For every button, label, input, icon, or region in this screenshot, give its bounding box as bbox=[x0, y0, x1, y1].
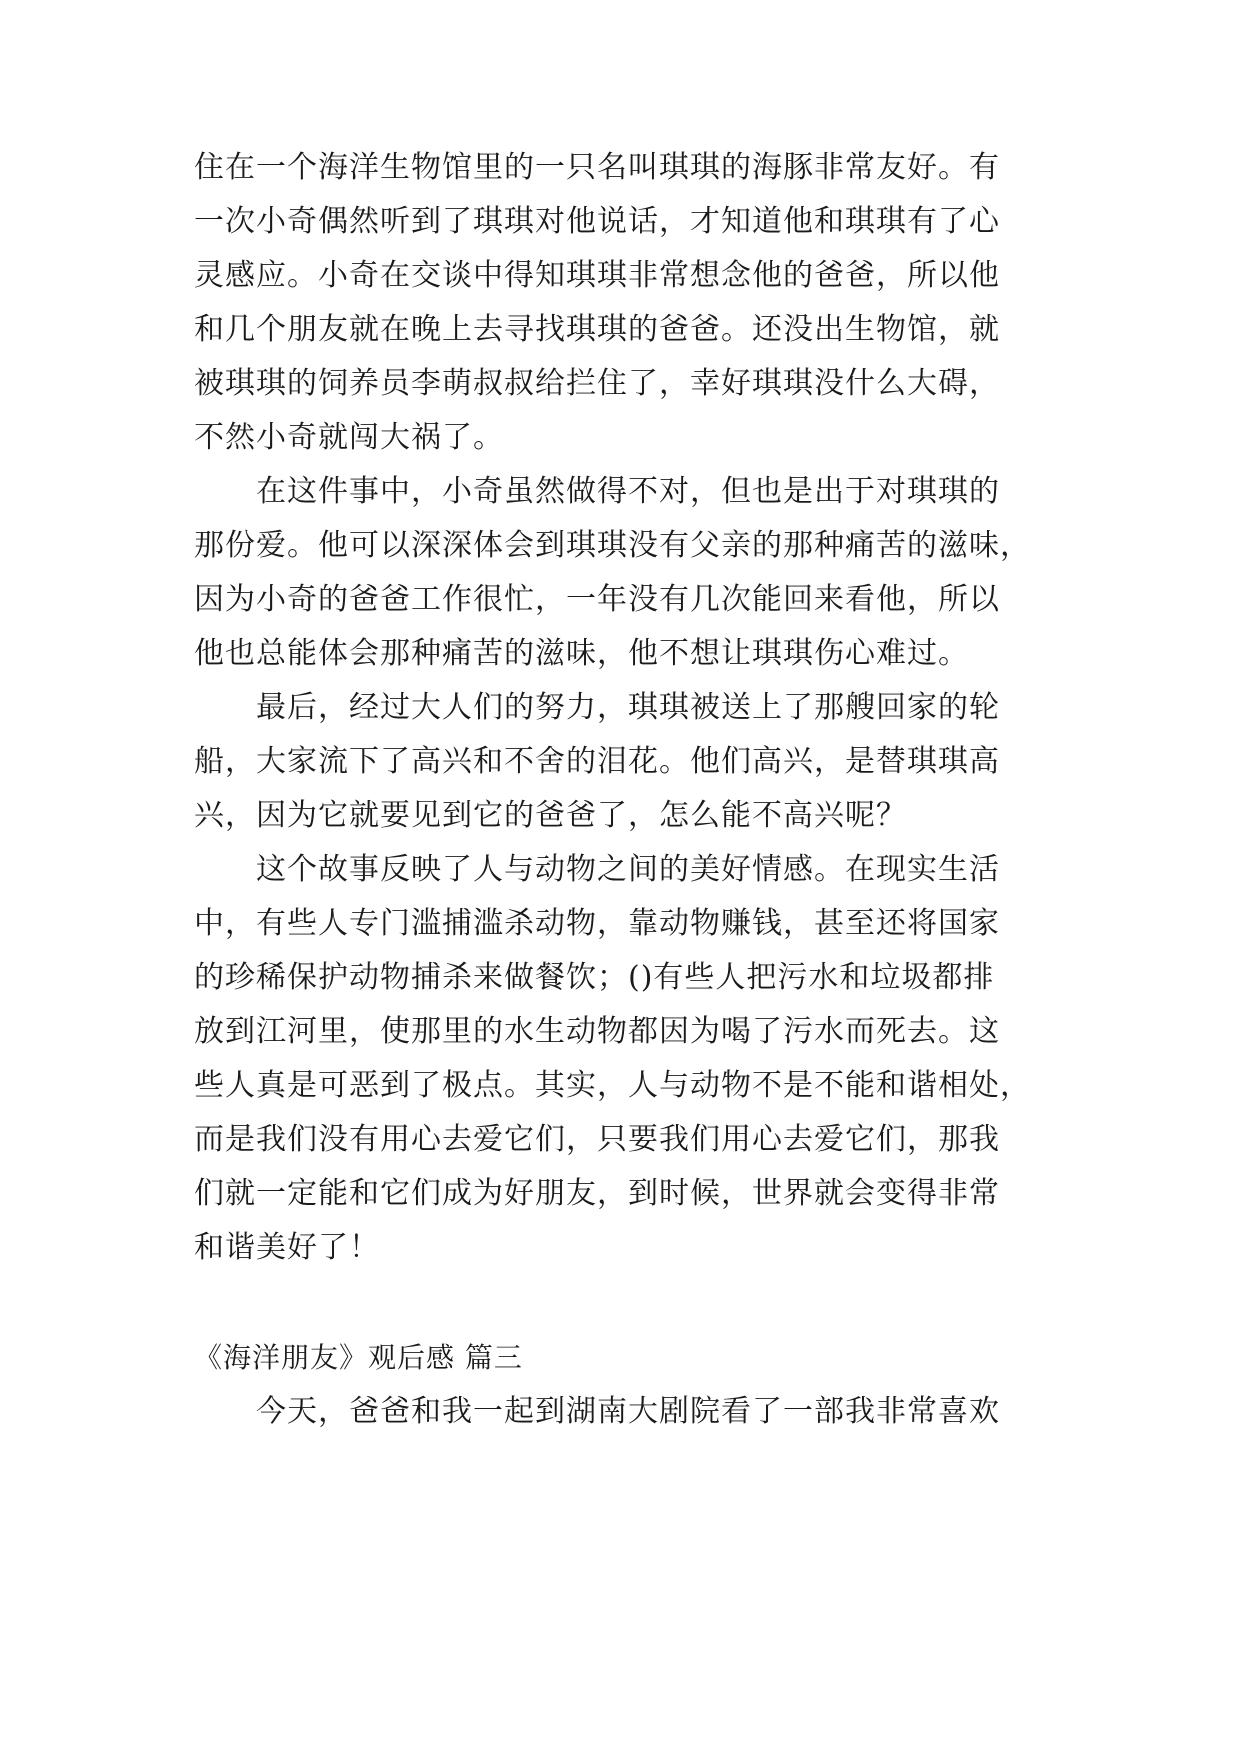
text-line: 和几个朋友就在晚上去寻找琪琪的爸爸。还没出生物馆，就 bbox=[194, 312, 1000, 347]
text-line: 放到江河里，使那里的水生动物都因为喝了污水而死去。这 bbox=[194, 1014, 1000, 1049]
text-line: 的珍稀保护动物捕杀来做餐饮；()有些人把污水和垃圾都排 bbox=[194, 960, 995, 995]
text-line: 中，有些人专门滥捕滥杀动物，靠动物赚钱，甚至还将国家 bbox=[194, 906, 1000, 941]
text-line: 不然小奇就闯大祸了。 bbox=[194, 420, 504, 455]
text-line: 因为小奇的爸爸工作很忙，一年没有几次能回来看他，所以 bbox=[194, 582, 1000, 617]
text-line: 那份爱。他可以深深体会到琪琪没有父亲的那种痛苦的滋味， bbox=[194, 528, 1031, 563]
text-line: 一次小奇偶然听到了琪琪对他说话，才知道他和琪琪有了心 bbox=[194, 204, 1000, 239]
text-line: 这个故事反映了人与动物之间的美好情感。在现实生活 bbox=[256, 852, 1000, 887]
text-line: 灵感应。小奇在交谈中得知琪琪非常想念他的爸爸，所以他 bbox=[194, 258, 1000, 293]
text-line: 被琪琪的饲养员李萌叔叔给拦住了，幸好琪琪没什么大碍， bbox=[194, 366, 1000, 401]
section-heading: 《海洋朋友》观后感 篇三 bbox=[194, 1341, 523, 1374]
text-line: 在这件事中，小奇虽然做得不对，但也是出于对琪琪的 bbox=[256, 474, 1000, 509]
text-line: 船，大家流下了高兴和不舍的泪花。他们高兴，是替琪琪高 bbox=[194, 744, 1000, 779]
text-line: 今天，爸爸和我一起到湖南大剧院看了一部我非常喜欢 bbox=[256, 1394, 1000, 1429]
text-line: 最后，经过大人们的努力，琪琪被送上了那艘回家的轮 bbox=[256, 690, 1000, 725]
text-line: 而是我们没有用心去爱它们，只要我们用心去爱它们，那我 bbox=[194, 1122, 1000, 1157]
text-line: 和谐美好了！ bbox=[194, 1230, 380, 1265]
text-line: 他也总能体会那种痛苦的滋味，他不想让琪琪伤心难过。 bbox=[194, 636, 969, 671]
text-line: 住在一个海洋生物馆里的一只名叫琪琪的海豚非常友好。有 bbox=[194, 150, 1000, 185]
text-line: 们就一定能和它们成为好朋友，到时候，世界就会变得非常 bbox=[194, 1176, 1000, 1211]
text-line: 兴，因为它就要见到它的爸爸了，怎么能不高兴呢？ bbox=[194, 798, 907, 833]
text-line: 些人真是可恶到了极点。其实，人与动物不是不能和谐相处， bbox=[194, 1068, 1031, 1103]
